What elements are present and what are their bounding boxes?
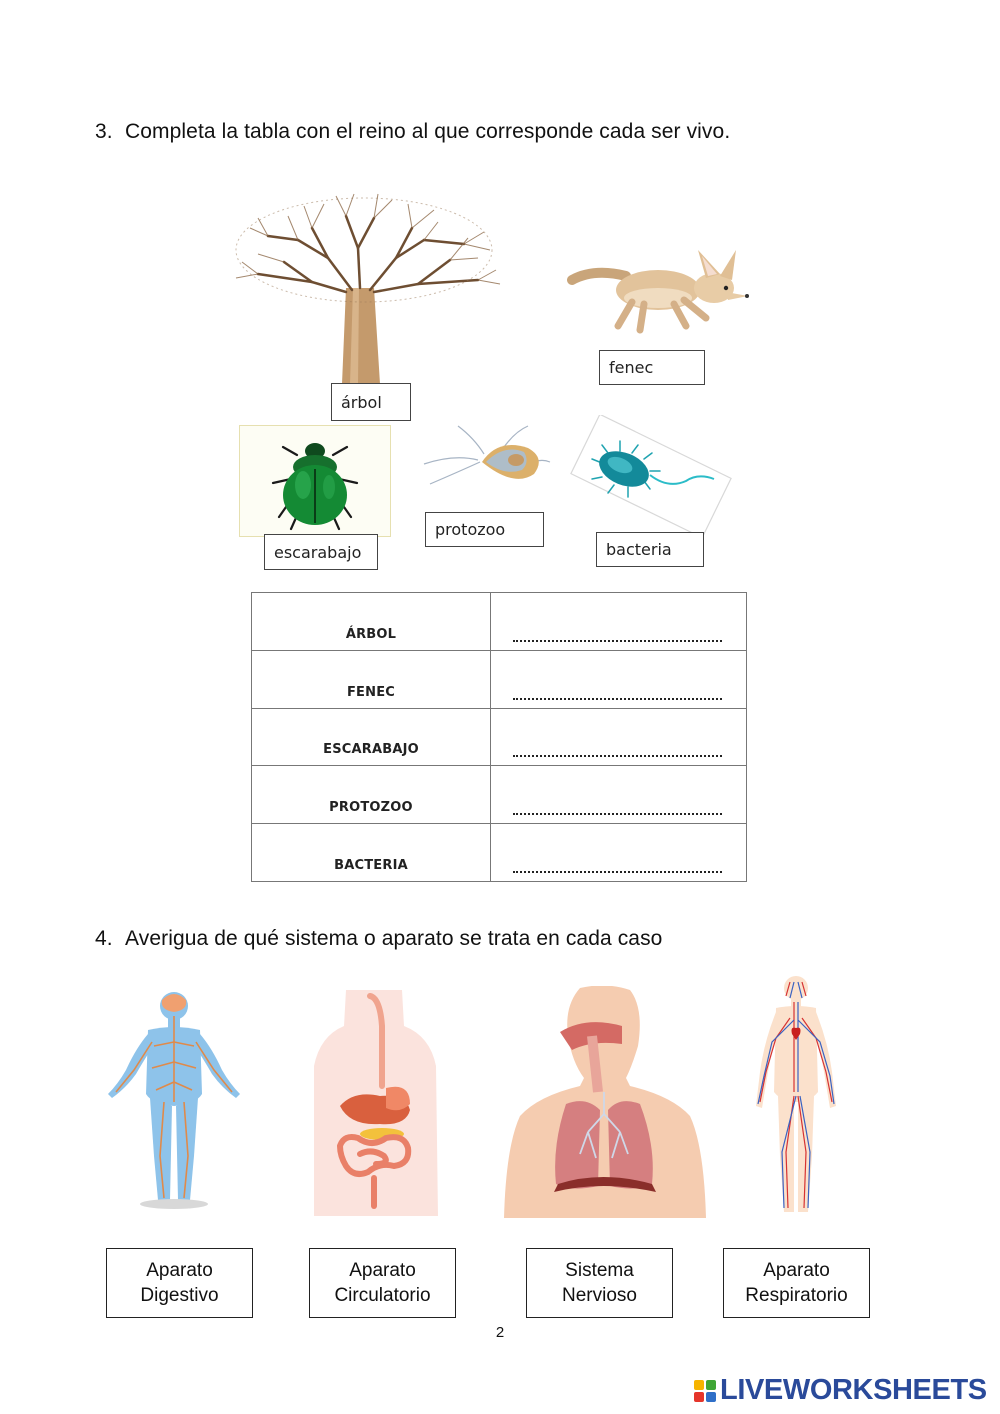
liveworksheets-logo xyxy=(694,1374,987,1407)
question-4-title xyxy=(95,927,662,951)
kingdom-answer-field[interactable] xyxy=(491,824,747,882)
kingdom-answer-field[interactable] xyxy=(491,766,747,824)
kingdom-table xyxy=(251,592,747,882)
box-line-1: Aparato xyxy=(146,1260,213,1281)
digestive-system-image xyxy=(310,986,440,1216)
box-line-2: Digestivo xyxy=(140,1285,219,1306)
page-number: 2 xyxy=(495,1324,505,1341)
organism-name: FENEC xyxy=(252,650,491,708)
answer-box-sistema-nervioso[interactable] xyxy=(526,1248,673,1318)
answer-dotted-line xyxy=(513,805,722,815)
label-protozoo: protozoo xyxy=(425,512,544,547)
answer-dotted-line xyxy=(513,863,722,873)
question-number: 4. xyxy=(95,927,113,950)
answer-box-aparato-circulatorio[interactable] xyxy=(309,1248,456,1318)
table-row xyxy=(252,708,747,766)
question-text: Averigua de qué sistema o aparato se trata en cada caso xyxy=(125,927,663,950)
protozoan-image xyxy=(418,424,552,504)
organism-name: BACTERIA xyxy=(252,824,491,882)
organism-name: PROTOZOO xyxy=(252,766,491,824)
box-line-1: Aparato xyxy=(349,1260,416,1281)
answer-dotted-line xyxy=(513,690,722,700)
logo-square xyxy=(694,1392,704,1402)
label-bacteria: bacteria xyxy=(596,532,704,567)
logo-text: LIVEWORKSHEETS xyxy=(720,1374,987,1406)
table-row xyxy=(252,824,747,882)
kingdom-answer-field[interactable] xyxy=(491,708,747,766)
beetle-image xyxy=(239,425,391,537)
kingdom-answer-field[interactable] xyxy=(491,650,747,708)
label-fenec: fenec xyxy=(599,350,705,385)
box-line-1: Sistema xyxy=(565,1260,634,1281)
box-line-2: Respiratorio xyxy=(745,1285,848,1306)
answer-dotted-line xyxy=(513,632,722,642)
question-3-title xyxy=(95,120,730,144)
label-arbol: árbol xyxy=(331,383,411,421)
respiratory-system-image xyxy=(502,986,708,1218)
question-text: Completa la tabla con el reino al que corresponde cada ser vivo. xyxy=(125,120,731,143)
table-row xyxy=(252,650,747,708)
circulatory-system-image xyxy=(750,972,842,1218)
label-escarabajo: escarabajo xyxy=(264,534,378,570)
answer-box-aparato-digestivo[interactable] xyxy=(106,1248,253,1318)
fennec-fox-image xyxy=(566,246,756,334)
logo-square xyxy=(694,1380,704,1390)
logo-grid-icon xyxy=(694,1380,716,1402)
question-number: 3. xyxy=(95,120,113,143)
box-line-2: Circulatorio xyxy=(334,1285,431,1306)
baobab-tree-image xyxy=(228,188,506,386)
answer-box-aparato-respiratorio[interactable] xyxy=(723,1248,870,1318)
bacteria-image xyxy=(566,415,736,537)
nervous-system-image xyxy=(104,986,244,1214)
box-line-1: Aparato xyxy=(763,1260,830,1281)
box-line-2: Nervioso xyxy=(562,1285,637,1306)
organism-name: ÁRBOL xyxy=(252,593,491,651)
table-row xyxy=(252,593,747,651)
logo-square xyxy=(706,1392,716,1402)
organism-name: ESCARABAJO xyxy=(252,708,491,766)
table-row xyxy=(252,766,747,824)
logo-square xyxy=(706,1380,716,1390)
kingdom-answer-field[interactable] xyxy=(491,593,747,651)
answer-dotted-line xyxy=(513,747,722,757)
